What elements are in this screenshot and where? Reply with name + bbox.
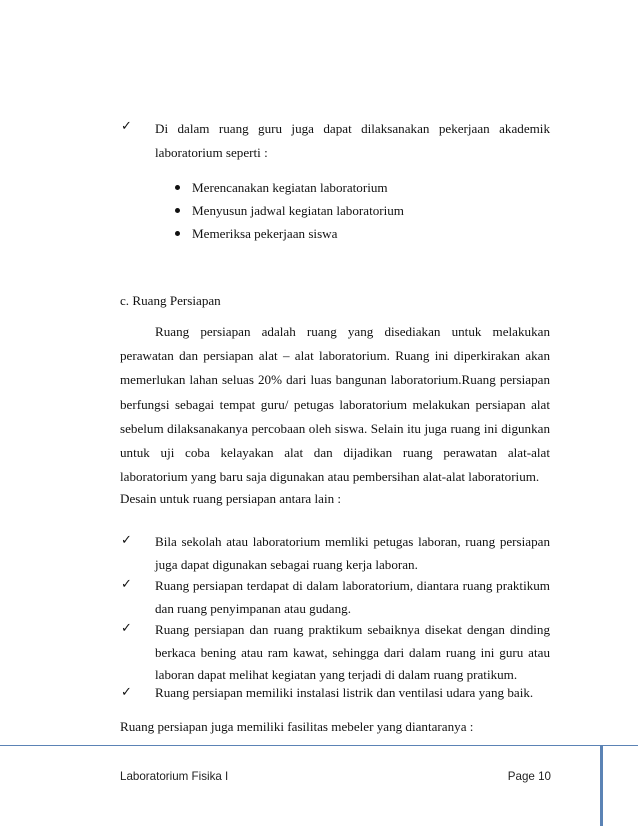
bullet-item-text: Memeriksa pekerjaan siswa <box>192 226 338 241</box>
checkmark-icon: ✓ <box>121 533 132 548</box>
closing-line: Ruang persiapan juga memiliki fasilitas mebeler yang diantaranya : <box>120 719 474 734</box>
bullet-item-text: Menyusun jadwal kegiatan laboratorium <box>192 203 404 218</box>
checkmark-icon: ✓ <box>121 685 132 700</box>
check-item-text: Di dalam ruang guru juga dapat dilaksanakan pekerjaan akademik laboratorium seperti : <box>155 121 550 160</box>
body-paragraph: Ruang persiapan adalah ruang yang disediakan untuk melakukan perawatan dan persiapan alat – alat laboratorium. Ruang ini diperkirakan akan memerlukan lahan seluas 20% dari luas bangunan laboratorium.Ruang persiapan berfungsi sebagai tempat guru/ petugas laboratorium melakukan persiapan alat sebelum dilaksanakanya percobaan oleh siswa. Selain itu juga ruang ini digunkan untuk uji coba kelayakan alat dan dijadikan ruang perawatan alat-alat laboratorium yang baru saja digunakan atau pembersihan alat-alat laboratorium. <box>120 324 550 485</box>
check-item-text: Ruang persiapan memiliki instalasi listrik dan ventilasi udara yang baik. <box>155 685 534 700</box>
checkmark-icon: ✓ <box>121 119 132 134</box>
bullet-dot-icon <box>175 208 180 213</box>
checkmark-icon: ✓ <box>121 577 132 592</box>
check-item-text: Ruang persiapan terdapat di dalam laboratorium, diantara ruang praktikum dan ruang penyimpanan atau gudang. <box>155 578 550 616</box>
footer-divider <box>0 745 638 746</box>
bullet-item <box>172 201 532 220</box>
check-item-text: Ruang persiapan dan ruang praktikum sebaiknya disekat dengan dinding berkaca bening atau ram kawat, sehingga dari dalam ruang ini guru atau laboran dapat melihat kegiatan yang terjadi di dalam ruang pratikum. <box>155 622 550 682</box>
checkmark-icon: ✓ <box>121 621 132 636</box>
footer-page-number: Page 10 <box>507 770 551 783</box>
check-item <box>121 683 550 702</box>
check-item-text: Bila sekolah atau laboratorium memliki petugas laboran, ruang persiapan juga dapat digunakan sebagai ruang kerja laboran. <box>155 534 550 572</box>
design-intro: Desain untuk ruang persiapan antara lain : <box>120 491 342 506</box>
bullet-item <box>172 224 532 243</box>
check-item <box>121 531 550 576</box>
bullet-item-text: Merencanakan kegiatan laboratorium <box>192 180 388 195</box>
footer-document-title: Laboratorium Fisika I <box>120 770 229 783</box>
check-item <box>121 619 550 687</box>
check-item <box>121 117 550 165</box>
bullet-item <box>172 178 532 197</box>
check-item <box>121 575 550 620</box>
bullet-dot-icon <box>175 185 180 190</box>
section-heading: c. Ruang Persiapan <box>120 293 221 308</box>
bullet-dot-icon <box>175 231 180 236</box>
footer-vertical-bar <box>600 745 603 826</box>
